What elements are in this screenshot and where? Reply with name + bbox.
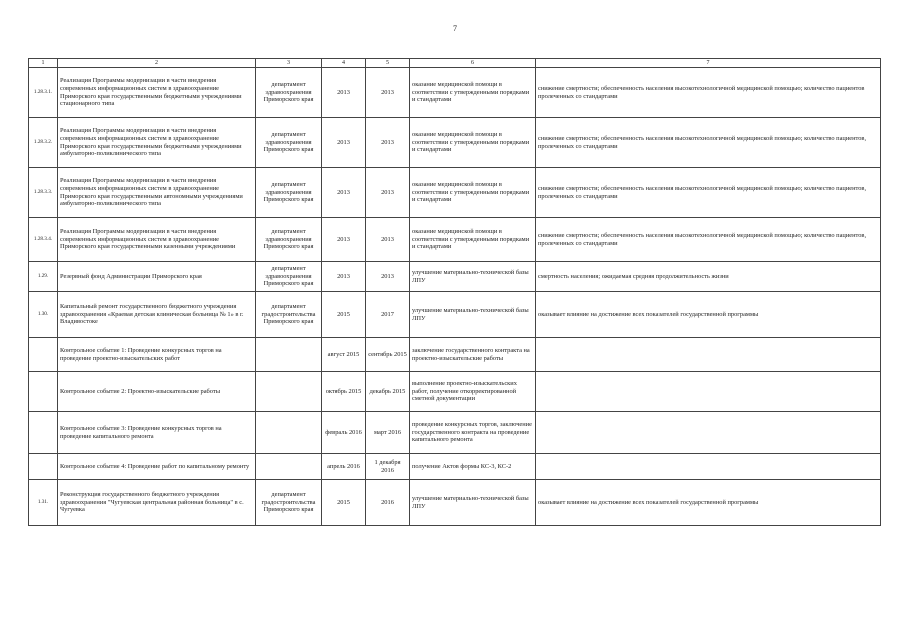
end-date-cell: 2013	[366, 262, 410, 292]
event-name-cell: Контрольное событие 3: Проведение конкурсных торгов на проведение капитального ремонта	[58, 412, 256, 454]
event-name-cell: Капитальный ремонт государственного бюджетного учреждения здравоохранения «Краевая детская клиническая больница № 1» в г. Владивостоке	[58, 292, 256, 338]
executor-cell: департамент здравоохранения Приморского края	[256, 218, 322, 262]
end-date-cell: 2013	[366, 118, 410, 168]
event-name-cell: Реализация Программы модернизации в части внедрения современных информационных систем в здравоохранение Приморского края государственными бюджетными учреждениями стационарного типа	[58, 68, 256, 118]
expected-result-cell: оказание медицинской помощи в соответствии с утвержденными порядками и стандартами	[410, 168, 536, 218]
executor-cell: департамент здравоохранения Приморского края	[256, 262, 322, 292]
end-date-cell: сентябрь 2015	[366, 338, 410, 372]
indicators-cell	[536, 338, 881, 372]
start-date-cell: 2015	[322, 292, 366, 338]
end-date-cell: декабрь 2015	[366, 372, 410, 412]
table-row	[29, 118, 881, 168]
executor-cell	[256, 412, 322, 454]
table-row	[29, 480, 881, 526]
start-date-cell: 2013	[322, 218, 366, 262]
indicators-cell: оказывает влияние на достижение всех показателей государственной программы	[536, 292, 881, 338]
end-date-cell: 2017	[366, 292, 410, 338]
header-cell: 2	[58, 59, 256, 68]
end-date-cell: 2013	[366, 218, 410, 262]
start-date-cell: 2013	[322, 118, 366, 168]
table-row	[29, 372, 881, 412]
indicators-cell: снижение смертности; обеспеченность населения высокотехнологичной медицинской помощью; количество пациентов, пролеченных со стандартами	[536, 218, 881, 262]
row-number-cell	[29, 338, 58, 372]
event-name-cell: Контрольное событие 4: Проведение работ по капитальному ремонту	[58, 454, 256, 480]
expected-result-cell: получение Актов формы КС-3, КС-2	[410, 454, 536, 480]
header-cell: 6	[410, 59, 536, 68]
executor-cell	[256, 338, 322, 372]
row-number-cell: 1.28.3.2.	[29, 118, 58, 168]
row-number-cell: 1.28.3.4.	[29, 218, 58, 262]
indicators-cell	[536, 412, 881, 454]
start-date-cell: 2015	[322, 480, 366, 526]
event-name-cell: Контрольное событие 1: Проведение конкурсных торгов на проведение проектно-изыскательских работ	[58, 338, 256, 372]
header-cell: 4	[322, 59, 366, 68]
start-date-cell: октябрь 2015	[322, 372, 366, 412]
expected-result-cell: улучшение материально-технической базы ЛПУ	[410, 480, 536, 526]
expected-result-cell: улучшение материально-технической базы ЛПУ	[410, 262, 536, 292]
table-row	[29, 262, 881, 292]
end-date-cell: 2013	[366, 168, 410, 218]
header-cell: 7	[536, 59, 881, 68]
row-number-cell: 1.28.3.1.	[29, 68, 58, 118]
start-date-cell: февраль 2016	[322, 412, 366, 454]
event-name-cell: Реализация Программы модернизации в части внедрения современных информационных систем в здравоохранение Приморского края государственными бюджетными учреждениями амбулаторно-поликлинического типа	[58, 118, 256, 168]
program-table	[28, 58, 881, 526]
executor-cell: департамент градостроительства Приморского края	[256, 480, 322, 526]
event-name-cell: Резервный фонд Администрации Приморского края	[58, 262, 256, 292]
executor-cell: департамент здравоохранения Приморского края	[256, 68, 322, 118]
start-date-cell: август 2015	[322, 338, 366, 372]
indicators-cell: снижение смертности; обеспеченность населения высокотехнологичной медицинской помощью; количество пациентов, пролеченных со стандартами	[536, 168, 881, 218]
event-name-cell: Реконструкция государственного бюджетного учреждения здравоохранения "Чугуевская центральная районная больница" в с. Чугуевка	[58, 480, 256, 526]
row-number-cell: 1.30.	[29, 292, 58, 338]
indicators-cell: снижение смертности; обеспеченность населения высокотехнологичной медицинской помощью; количество пациентов, пролеченных со стандартами	[536, 118, 881, 168]
start-date-cell: 2013	[322, 68, 366, 118]
indicators-cell: смертность населения; ожидаемая средняя продолжительность жизни	[536, 262, 881, 292]
row-number-cell	[29, 372, 58, 412]
expected-result-cell: заключение государственного контракта на проектно-изыскательские работы	[410, 338, 536, 372]
executor-cell: департамент здравоохранения Приморского края	[256, 168, 322, 218]
table-row	[29, 292, 881, 338]
expected-result-cell: улучшение материально-технической базы ЛПУ	[410, 292, 536, 338]
end-date-cell: март 2016	[366, 412, 410, 454]
executor-cell: департамент здравоохранения Приморского края	[256, 118, 322, 168]
end-date-cell: 2016	[366, 480, 410, 526]
header-cell: 1	[29, 59, 58, 68]
expected-result-cell: оказание медицинской помощи в соответствии с утвержденными порядками и стандартами	[410, 68, 536, 118]
table-row	[29, 454, 881, 480]
indicators-cell: оказывает влияние на достижение всех показателей государственной программы	[536, 480, 881, 526]
header-cell: 5	[366, 59, 410, 68]
table-row	[29, 218, 881, 262]
table-row	[29, 68, 881, 118]
executor-cell	[256, 372, 322, 412]
event-name-cell: Реализация Программы модернизации в части внедрения современных информационных систем в здравоохранение Приморского края государственными автономными учреждениями амбулаторно-поликлинического типа	[58, 168, 256, 218]
row-number-cell	[29, 412, 58, 454]
row-number-cell: 1.29.	[29, 262, 58, 292]
table-row	[29, 168, 881, 218]
end-date-cell: 1 декабря 2016	[366, 454, 410, 480]
indicators-cell	[536, 454, 881, 480]
header-cell: 3	[256, 59, 322, 68]
expected-result-cell: выполнение проектно-изыскательских работ, получение откорректированной сметной документации	[410, 372, 536, 412]
expected-result-cell: оказание медицинской помощи в соответствии с утвержденными порядками и стандартами	[410, 218, 536, 262]
start-date-cell: 2013	[322, 168, 366, 218]
row-number-cell	[29, 454, 58, 480]
start-date-cell: апрель 2016	[322, 454, 366, 480]
executor-cell: департамент градостроительства Приморского края	[256, 292, 322, 338]
indicators-cell	[536, 372, 881, 412]
expected-result-cell: проведение конкурсных торгов, заключение государственного контракта на проведение капитального ремонта	[410, 412, 536, 454]
executor-cell	[256, 454, 322, 480]
indicators-cell: снижение смертности; обеспеченность населения высокотехнологичной медицинской помощью; количество пациентов пролеченных со стандартами	[536, 68, 881, 118]
row-number-cell: 1.31.	[29, 480, 58, 526]
expected-result-cell: оказание медицинской помощи в соответствии с утвержденными порядками и стандартами	[410, 118, 536, 168]
event-name-cell: Контрольное событие 2: Проектно-изыскательские работы	[58, 372, 256, 412]
event-name-cell: Реализация Программы модернизации в части внедрения современных информационных систем в здравоохранение Приморского края государственными казенными учреждениями	[58, 218, 256, 262]
page-number: 7	[453, 24, 457, 33]
row-number-cell: 1.28.3.3.	[29, 168, 58, 218]
end-date-cell: 2013	[366, 68, 410, 118]
table-row	[29, 338, 881, 372]
header-row	[29, 59, 881, 68]
start-date-cell: 2013	[322, 262, 366, 292]
table-row	[29, 412, 881, 454]
